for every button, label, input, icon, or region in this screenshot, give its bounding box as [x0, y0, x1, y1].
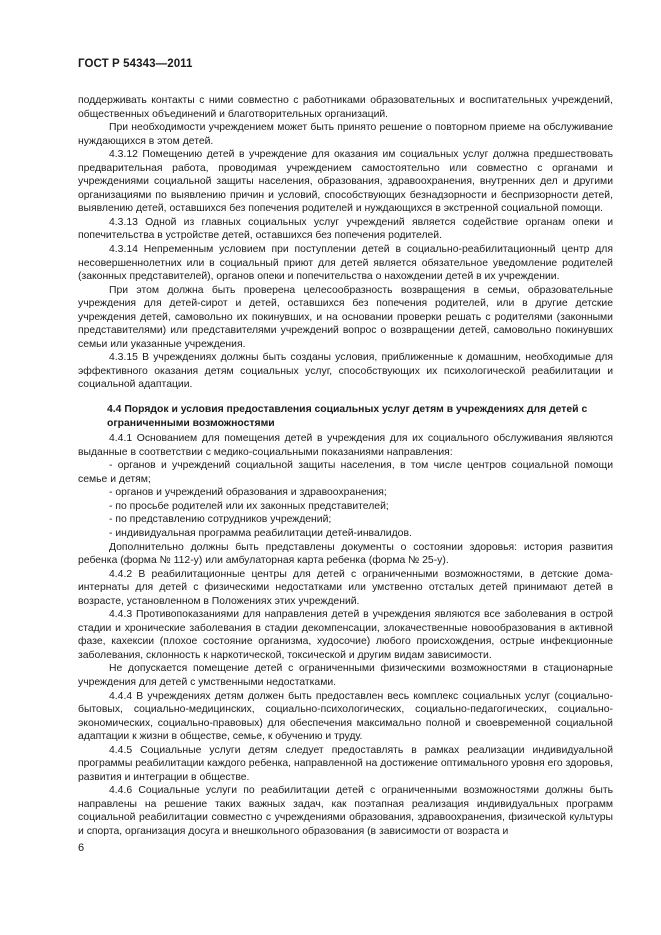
list-item: - органов и учреждений социальной защиты населения, в том числе центров социальной помощи семье и детям; — [78, 459, 613, 486]
document-header: ГОСТ Р 54343—2011 — [78, 58, 193, 70]
paragraph: Не допускается помещение детей с ограниченными физическими возможностями в стационарные учреждения для детей с умственными недостатками. — [78, 663, 613, 688]
paragraph-4-3-14: 4.3.14 Непременным условием при поступлении детей в социально-реабилитационный центр для несовершеннолетних или в социальный приют для детей является обязательное уведомление родителей (законных представителей), органов опеки и попечительства о нахождении детей в их учреждении. — [78, 244, 613, 283]
document-body — [78, 94, 613, 839]
referral-list — [78, 459, 613, 540]
paragraph-4-4-6: 4.4.6 Социальные услуги по реабилитации детей с ограниченными возможностями должны быть направлены на решение таких важных задач, как поэтапная реализация индивидуальных программ социальной реабилитации совместно с учреждениями образования, здравоохранения, физической культуры и спорта, организация досуга и внешкольного образования (в зависимости от возраста и — [78, 785, 613, 837]
paragraph-4-4-1: 4.4.1 Основанием для помещения детей в учреждения для их социального обслуживания являются выданные в соответствии с медико-социальными показаниями направления: — [78, 433, 613, 458]
list-item: - по представлению сотрудников учреждений; — [78, 513, 613, 527]
paragraph-4-3-15: 4.3.15 В учреждениях должны быть созданы условия, приближенные к домашним, необходимые для эффективного оказания детям социальных услуг, способствующих их психологической реабилитации и социальной адаптации. — [78, 352, 613, 391]
paragraph-4-3-13: 4.3.13 Одной из главных социальных услуг учреждений является содействие органам опеки и попечительства в устройстве детей, оставшихся без попечения родителей. — [78, 216, 613, 242]
list-item: - по просьбе родителей или их законных представителей; — [78, 500, 613, 514]
page-number: 6 — [78, 842, 85, 854]
paragraph-4-4-4: 4.4.4 В учреждениях детям должен быть предоставлен весь комплекс социальных услуг (социально-бытовых, социально-медицинских, социально-психологических, социально-педагогических, социально-экономических, социально-правовых) для обеспечения максимально полной и своевременной социальной адаптации к жизни в обществе, семье, к обучению и труду. — [78, 690, 613, 743]
section-heading-4-4: 4.4 Порядок и условия предоставления социальных услуг детям в учреждениях для детей с ограниченными возможностями — [107, 404, 588, 429]
list-item: - органов и учреждений образования и здравоохранения; — [78, 486, 613, 500]
paragraph-4-4-2: 4.4.2 В реабилитационные центры для детей с ограниченными возможностями, в детские дома-интернаты для детей с физическими недостатками или умственно отсталых детей принимают детей в возрасте, установленном в Положениях этих учреждений. — [78, 568, 613, 607]
paragraph-continuation: поддерживать контакты с ними совместно с работниками образовательных и воспитательных учреждений, общественных объединений и благотворительных организаций. — [78, 95, 613, 120]
list-item: - индивидуальная программа реабилитации детей-инвалидов. — [78, 527, 613, 541]
paragraph-4-4-3: 4.4.3 Противопоказаниями для направления детей в учреждения являются все заболевания в острой стадии и хронические заболевания в стадии декомпенсации, злокачественные новообразования в активной фазе, кахексии (плохое состояние организма, худосочие) любого происхождения, острые инфекционные заболевания, склонность к наркотической, токсической и другим видам зависимости. — [78, 609, 613, 661]
paragraph-4-3-12: 4.3.12 Помещению детей в учреждение для оказания им социальных услуг должна предшествовать предварительная работа, проводимая учреждением самостоятельно или совместно с органами и учреждениями социальной защиты населения, образования, здравоохранения, внутренних дел и другими организациями по выявлению причин и условий, способствующих безнадзорности и беспризорности детей, выявлению детей, оставшихся без попечения родителей и нуждающихся в экстренной социальной помощи. — [78, 149, 613, 215]
paragraph: При этом должна быть проверена целесообразность возвращения в семьи, образовательные учреждения для детей-сирот и детей, оставшихся без попечения родителей, или в другие детские учреждения детей, самовольно их покинувших, и на основании проверки решать с родителями (законными представителями) или представителями учреждений вопрос о возвращении детей, самовольно покинувших семьи или указанные учреждения. — [78, 284, 613, 350]
paragraph-4-4-5: 4.4.5 Социальные услуги детям следует предоставлять в рамках реализации индивидуальной программы реабилитации каждого ребенка, направленной на достижение оптимального уровня его здоровья, развития и интеграции в обществе. — [78, 744, 613, 783]
paragraph: Дополнительно должны быть представлены документы о состоянии здоровья: история развития ребенка (форма № 112-у) или амбулаторная карта ребенка (форма № 25-у). — [78, 541, 613, 567]
paragraph: При необходимости учреждением может быть принято решение о повторном приеме на обслуживание нуждающихся в этом детей. — [78, 122, 613, 147]
